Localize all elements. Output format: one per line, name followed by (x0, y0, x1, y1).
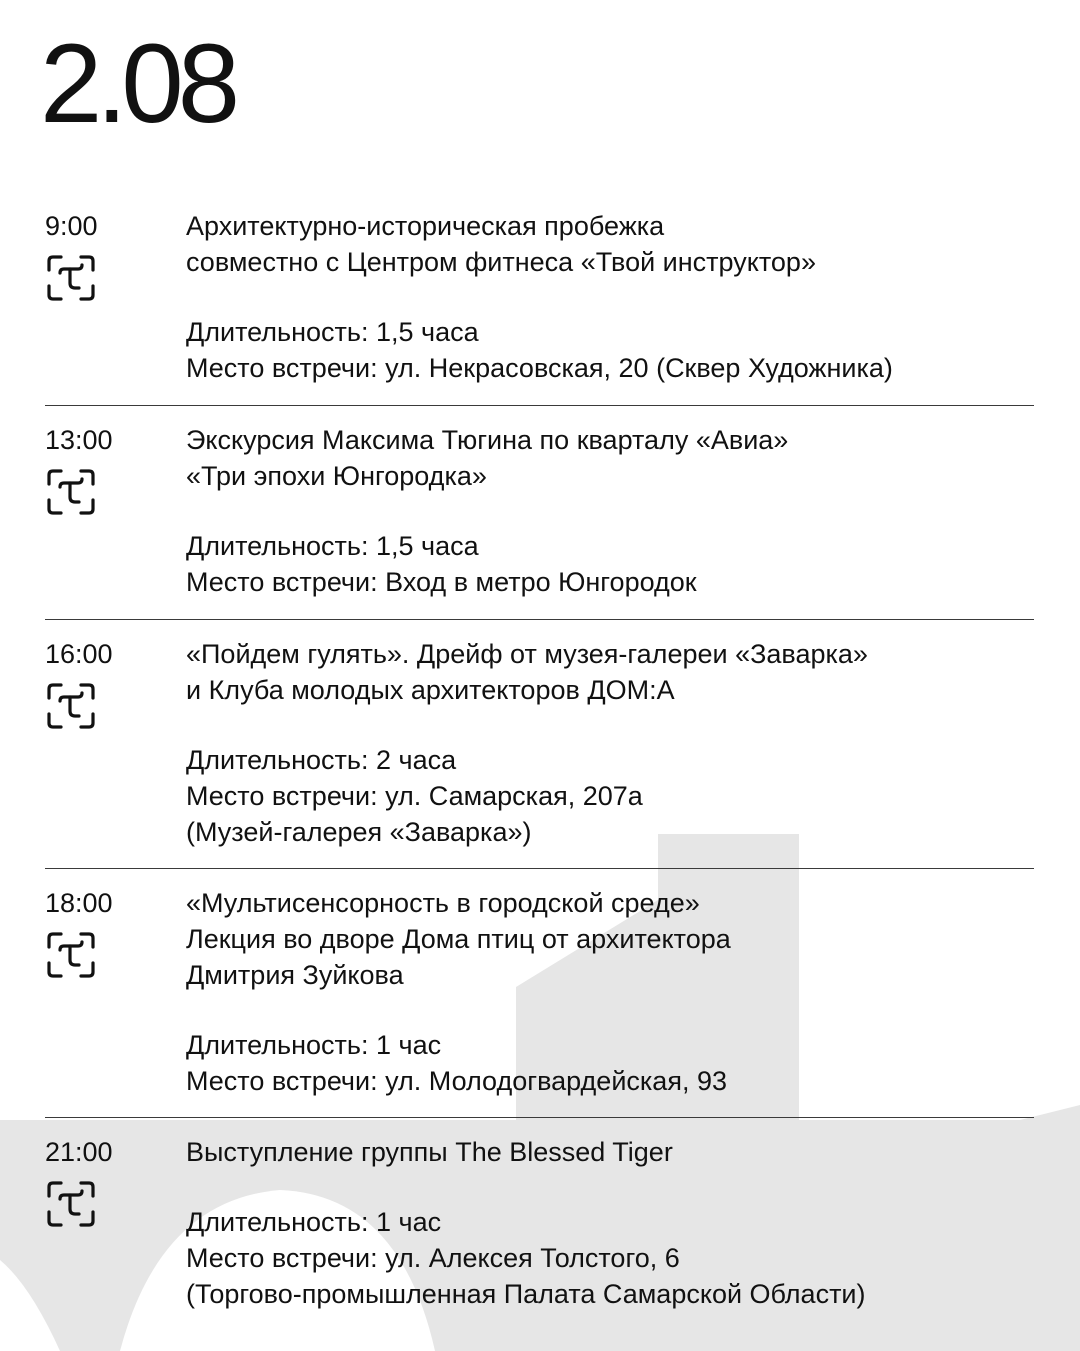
frame-t-icon (46, 254, 96, 302)
event-time: 9:00 (45, 211, 98, 241)
place-label: Место встречи: (186, 567, 378, 597)
place-value-continued: (Музей-галерея «Заварка») (186, 817, 532, 847)
frame-t-icon (46, 682, 96, 730)
event-place (186, 564, 1046, 600)
place-label: Место встречи: (186, 1243, 378, 1273)
duration-label: Длительность: (186, 745, 369, 775)
event-title-line: Экскурсия Максима Тюгина по кварталу «Авиа» (186, 425, 789, 455)
event-divider (45, 1117, 1034, 1118)
event-body (186, 208, 1046, 386)
place-value: ул. Самарская, 207а (385, 781, 643, 811)
event-duration (186, 1027, 1046, 1063)
place-label: Место встречи: (186, 781, 378, 811)
event-divider (45, 619, 1034, 620)
event-duration (186, 1204, 1046, 1240)
frame-t-icon (46, 931, 96, 979)
duration-label: Длительность: (186, 531, 369, 561)
place-value: ул. Алексея Толстого, 6 (385, 1243, 680, 1273)
duration-label: Длительность: (186, 1030, 369, 1060)
event-details (186, 314, 1046, 386)
event-place (186, 1240, 1046, 1276)
duration-value: 1 час (376, 1207, 442, 1237)
event-title-line: «Пойдем гулять». Дрейф от музея-галереи «Заварка» (186, 639, 868, 669)
event-body (186, 636, 1046, 850)
place-value-continued: (Торгово-промышленная Палата Самарской Области) (186, 1279, 866, 1309)
event-place (186, 778, 1046, 814)
event-title-line: совместно с Центром фитнеса «Твой инструктор» (186, 247, 816, 277)
event-place (186, 350, 1046, 386)
place-value: ул. Молодогвардейская, 93 (385, 1066, 727, 1096)
event-duration (186, 742, 1046, 778)
duration-value: 2 часа (376, 745, 457, 775)
page-date: 2.08 (40, 21, 234, 146)
place-value: Вход в метро Юнгородок (385, 567, 697, 597)
event-details (186, 1027, 1046, 1099)
event-body (186, 885, 1046, 1099)
event-title-line: Дмитрия Зуйкова (186, 960, 404, 990)
duration-label: Длительность: (186, 1207, 369, 1237)
event-divider (45, 868, 1034, 869)
event-title-line: и Клуба молодых архитекторов ДОМ:А (186, 675, 675, 705)
event-title-line: «Мультисенсорность в городской среде» (186, 888, 700, 918)
event-body (186, 422, 1046, 600)
duration-label: Длительность: (186, 317, 369, 347)
event-duration (186, 528, 1046, 564)
event-time: 21:00 (45, 1137, 113, 1167)
place-label: Место встречи: (186, 1066, 378, 1096)
duration-value: 1,5 часа (376, 317, 479, 347)
event-details (186, 1204, 1046, 1312)
event-time: 13:00 (45, 425, 113, 455)
event-body (186, 1134, 1046, 1312)
frame-t-icon (46, 468, 96, 516)
duration-value: 1,5 часа (376, 531, 479, 561)
place-label: Место встречи: (186, 353, 378, 383)
event-details (186, 528, 1046, 600)
event-title-line: Лекция во дворе Дома птиц от архитектора (186, 924, 731, 954)
place-value: ул. Некрасовская, 20 (Сквер Художника) (385, 353, 893, 383)
event-time: 18:00 (45, 888, 113, 918)
event-title-line: «Три эпохи Юнгородка» (186, 461, 487, 491)
event-details (186, 742, 1046, 850)
event-title-line: Выступление группы The Blessed Tiger (186, 1137, 673, 1167)
event-duration (186, 314, 1046, 350)
event-title-line: Архитектурно-историческая пробежка (186, 211, 665, 241)
event-divider (45, 405, 1034, 406)
event-place (186, 1063, 1046, 1099)
event-time: 16:00 (45, 639, 113, 669)
duration-value: 1 час (376, 1030, 442, 1060)
frame-t-icon (46, 1180, 96, 1228)
